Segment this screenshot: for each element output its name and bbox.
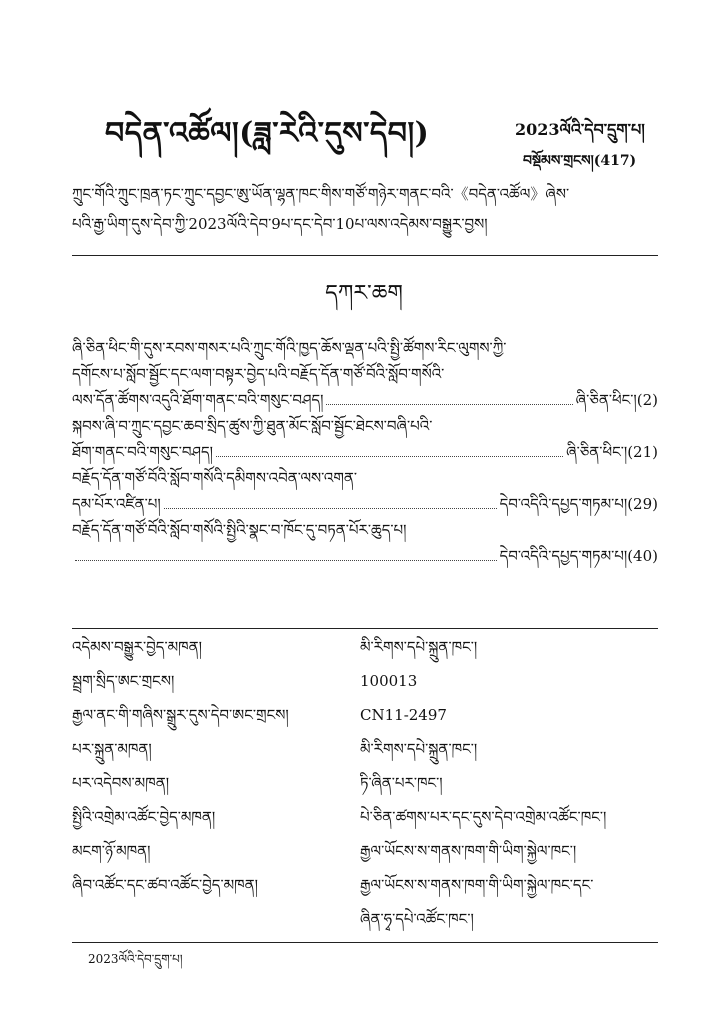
toc-entry-text: བརྗོད་དོན་གཙོ་བོའི་སློབ་གསོའི་དམིགས་འབེན་ལས་འགན་	[72, 469, 358, 487]
pub-row	[72, 909, 658, 943]
footer-issue: 2023ལོའི་དེབ་དྲུག་པ།	[88, 952, 183, 966]
toc-entry-author-page: ཞི་ཅིན་ཕིང་།(21)	[566, 443, 658, 461]
table-of-contents	[72, 335, 658, 569]
pub-row	[72, 875, 658, 909]
pub-value: པེ་ཅིན་ཚགས་པར་དང་དུས་དེབ་འགྲེམ་འཚོང་ཁང་།	[360, 808, 607, 826]
pub-label: སྦྲག་སྲིད་ཨང་གྲངས།	[72, 672, 175, 690]
pub-label: རྒྱལ་ནང་གི་གཞིས་སྒྲུར་དུས་དེབ་ཨང་གྲངས།	[72, 706, 289, 724]
toc-entry[interactable]	[72, 517, 658, 543]
toc-entry-text: སྐབས་ཞི་བ་ཀྲུང་དབྱང་ཆབ་སྲིད་ཚུས་ཀྱི་ཐུན་མོང་སློབ་སྦྱོང་ཐེངས་བཞི་པའི་	[72, 417, 433, 435]
pub-row	[72, 841, 658, 875]
toc-heading: དཀར་ཆག	[325, 281, 403, 306]
toc-entry[interactable]	[72, 361, 658, 387]
toc-leader-dots	[326, 404, 572, 405]
serial-number: བསྡོམས་གྲངས།(417)	[523, 153, 637, 169]
pub-row	[72, 739, 658, 773]
pub-value: རྒྱལ་ཡོངས་ས་གནས་ཁག་གི་ཡིག་སྐྱེལ་ཁང་དང་	[360, 876, 594, 894]
pub-label: པར་འདེབས་མཁན།	[72, 774, 170, 792]
issue-number: 2023ལོའི་དེབ་དྲུག་པ།	[515, 120, 645, 139]
pub-value: མི་རིགས་དཔེ་སྐྲུན་ཁང་།	[360, 740, 478, 758]
pub-label: པར་སྐྲུན་མཁན།	[72, 740, 152, 758]
top-divider	[72, 255, 658, 256]
pub-value: ཞིན་ཧྭ་དཔེ་འཚོང་ཁང་།	[360, 910, 474, 928]
toc-entry-text: ཐོག་གནང་བའི་གསུང་བཤད།	[72, 443, 213, 461]
pub-row	[72, 671, 658, 705]
toc-leader-dots	[75, 560, 497, 561]
pub-value: མི་རིགས་དཔེ་སྐྲུན་ཁང་།	[360, 638, 478, 656]
toc-entry-text: དགོངས་པ་སློབ་སྦྱོང་དང་ལག་བསྟར་བྱེད་པའི་བརྗོད་དོན་གཙོ་བོའི་སློབ་གསོའི་	[72, 365, 445, 383]
toc-entry[interactable]	[72, 543, 658, 569]
toc-leader-dots	[164, 508, 497, 509]
toc-entry-text: བརྗོད་དོན་གཙོ་བོའི་སློབ་གསོའི་སྤྱིའི་སྣང་བ་ཁོང་དུ་བཏན་པོར་ཆུད་པ།	[72, 521, 407, 539]
toc-entry-author-page: ཞི་ཅིན་ཕིང་།(2)	[575, 391, 658, 409]
toc-entry[interactable]	[72, 465, 658, 491]
pub-value: CN11-2497	[360, 706, 447, 724]
pub-value: རྒྱལ་ཡོངས་ས་གནས་ཁག་གི་ཡིག་སྐྱེལ་ཁང་།	[360, 842, 577, 860]
pub-row	[72, 705, 658, 739]
toc-leader-dots	[216, 456, 563, 457]
toc-entry-text: ལས་དོན་ཚོགས་འདུའི་ཐོག་གནང་བའི་གསུང་བཤད།	[72, 391, 324, 409]
publication-info	[72, 637, 658, 943]
toc-entry[interactable]	[72, 335, 658, 361]
pub-label: འདེམས་བསྒྱུར་བྱེད་མཁན།	[72, 638, 202, 656]
intro-paragraph	[72, 179, 662, 239]
toc-entry-text: དམ་པོར་འཛིན་པ།	[72, 495, 161, 513]
toc-entry[interactable]	[72, 413, 658, 439]
bottom-divider	[72, 942, 658, 943]
journal-title: བདེན་འཚོལ།(ཟླ་རེའི་དུས་དེབ།)	[105, 116, 430, 151]
toc-entry[interactable]	[72, 387, 658, 413]
pub-value: ཏི་ཞིན་པར་ཁང་།	[360, 774, 443, 792]
pub-row	[72, 637, 658, 671]
toc-entry-author-page: དེབ་འདིའི་དཔྱད་གཏམ་པ།(29)	[499, 495, 658, 513]
pub-value: 100013	[360, 672, 418, 690]
intro-line: ཀྲུང་གོའི་ཀྲུང་ཁྲན་ཏང་ཀྲུང་དབྱང་ཨུ་ཡོན་ལྷན་ཁང་གིས་གཙོ་གཉེར་གནང་བའི་《བདེན་འཚོལ》ཞེས་	[72, 185, 570, 203]
toc-entry[interactable]	[72, 491, 658, 517]
pub-label: ཞིབ་འཚོང་དང་ཚབ་འཚོང་བྱེད་མཁན།	[72, 876, 258, 894]
toc-entry-text: ཞི་ཅིན་ཕིང་གི་དུས་རབས་གསར་པའི་ཀྲུང་གོའི་ཁྱད་ཆོས་ལྡན་པའི་སྤྱི་ཚོགས་རིང་ལུགས་ཀྱི་	[72, 339, 507, 357]
toc-entry-author-page: དེབ་འདིའི་དཔྱད་གཏམ་པ།(40)	[499, 547, 658, 565]
pub-row	[72, 807, 658, 841]
pub-label: མངག་ཉོ་མཁན།	[72, 842, 151, 860]
middle-divider	[72, 628, 658, 629]
intro-line: པའི་རྒྱ་ཡིག་དུས་དེབ་ཀྱི་2023ལོའི་དེབ་9པ་དང་དེབ་10པ་ལས་འདེམས་བསྒྱུར་བྱས།	[72, 215, 488, 233]
toc-entry[interactable]	[72, 439, 658, 465]
pub-row	[72, 773, 658, 807]
pub-label: སྤྱིའི་འགྲེམ་འཚོང་བྱེད་མཁན།	[72, 808, 216, 826]
